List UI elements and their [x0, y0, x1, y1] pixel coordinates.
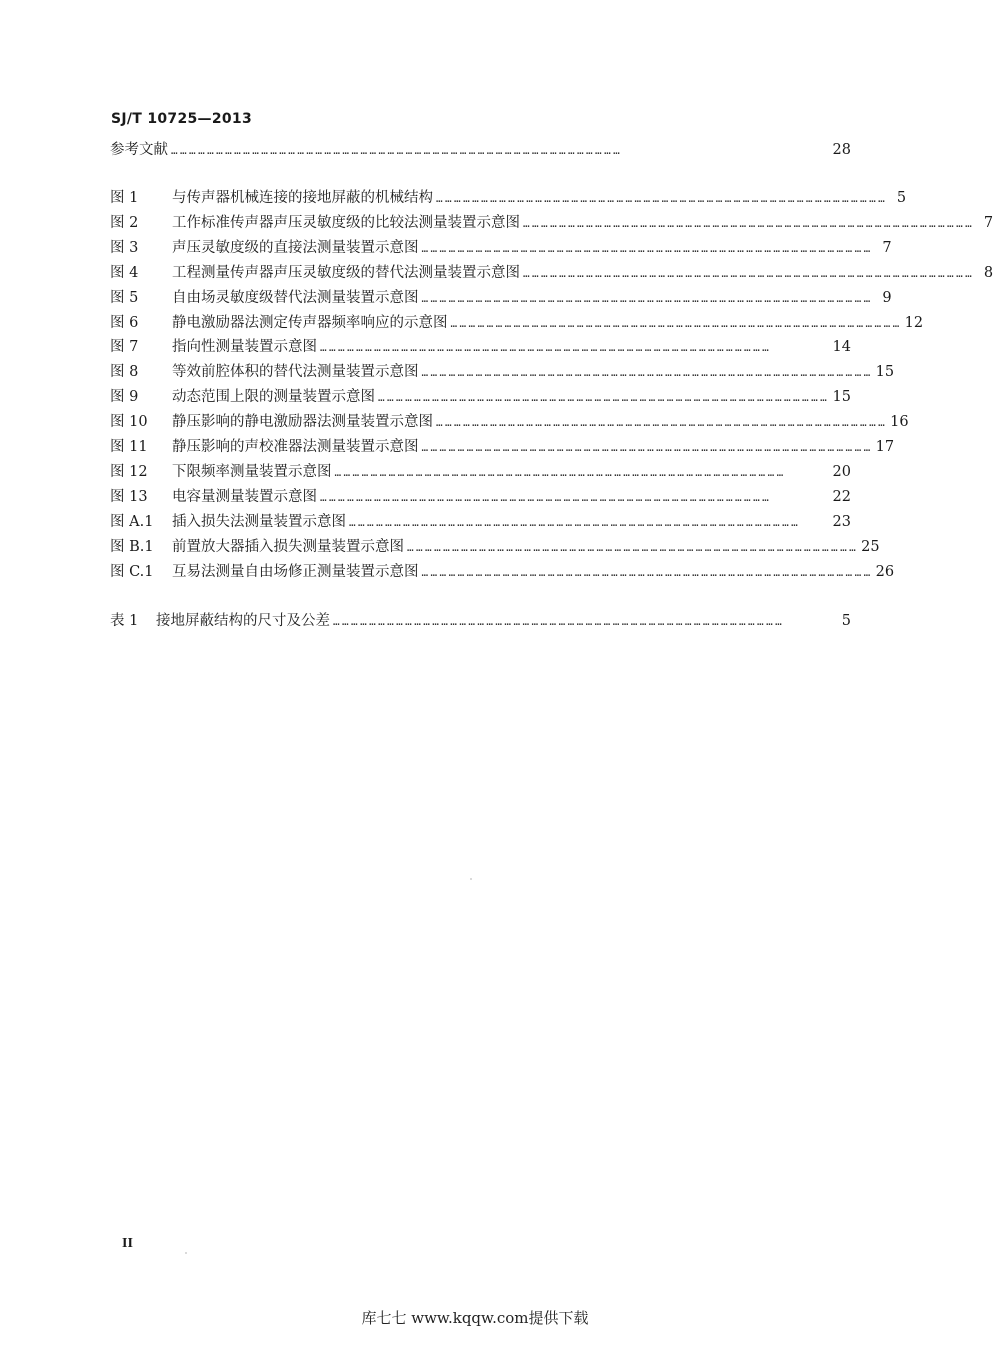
toc-title: 互易法测量自由场修正测量装置示意图 [172, 563, 419, 580]
toc-entry-figure[interactable] [110, 311, 924, 333]
toc-number: 图 10 [110, 414, 148, 431]
toc-leader-dots: …………………………………………………………………………………………………………………………………… [436, 416, 888, 430]
toc-entry-figure[interactable] [110, 286, 892, 308]
toc-entry-figure[interactable] [110, 186, 907, 208]
toc-number: 图 7 [110, 339, 139, 356]
toc-entry-references[interactable] [110, 138, 851, 160]
toc-title: 接地屏蔽结构的尺寸及公差 [156, 613, 330, 629]
toc-number: 图 B.1 [110, 538, 154, 555]
toc-number: 表 1 [110, 613, 139, 629]
toc-title: 电容量测量装置示意图 [172, 488, 317, 505]
toc-leader-dots: …………………………………………………………………………………………………………………………………… [320, 490, 772, 504]
toc-page: 15 [875, 364, 895, 381]
scan-speck [185, 1252, 187, 1254]
toc-entry-figure[interactable] [110, 261, 993, 283]
toc-number: 图 3 [110, 239, 139, 256]
toc-entry-figure[interactable] [110, 360, 895, 382]
toc-page: 5 [896, 190, 907, 206]
toc-entry-figure[interactable] [110, 211, 993, 233]
toc-number: 图 9 [110, 389, 139, 406]
toc-entry-figure[interactable] [110, 435, 895, 457]
toc-page: 12 [904, 314, 924, 331]
toc-leader-dots: …………………………………………………………………………………………………………………………………… [436, 192, 888, 205]
toc-page: 7 [983, 214, 993, 231]
toc-entry-figure[interactable] [110, 535, 880, 557]
toc-number: 图 2 [110, 214, 139, 231]
toc-title: 等效前腔体积的替代法测量装置示意图 [172, 364, 419, 381]
page-number: II [122, 1236, 133, 1251]
toc-page: 8 [983, 264, 993, 281]
toc-number: 图 C.1 [110, 563, 154, 580]
scan-speck [470, 878, 472, 880]
toc-number: 图 6 [110, 314, 139, 331]
toc-page: 17 [875, 439, 895, 455]
toc-title: 静电激励器法测定传声器频率响应的示意图 [172, 314, 448, 331]
toc-page: 26 [875, 563, 895, 580]
toc-leader-dots: …………………………………………………………………………………………………………………………………… [421, 441, 873, 454]
toc-title: 静压影响的声校准器法测量装置示意图 [172, 439, 419, 455]
toc-leader-dots: …………………………………………………………………………………………………………………………………… [378, 391, 830, 405]
toc-leader-dots: …………………………………………………………………………………………………………………………………… [333, 615, 785, 628]
toc-page: 14 [832, 339, 851, 356]
footer-watermark: 库七七 www.kqqw.com提供下载 [361, 1309, 589, 1327]
toc-title: 工作标准传声器声压灵敏度级的比较法测量装置示意图 [172, 214, 520, 231]
toc-leader-dots: …………………………………………………………………………………………………………………………………… [421, 366, 873, 380]
toc-title: 下限频率测量装置示意图 [172, 463, 332, 480]
toc-leader-dots: …………………………………………………………………………………………………………………………………… [320, 341, 772, 355]
toc-number: 图 4 [110, 264, 139, 281]
toc-title: 指向性测量装置示意图 [172, 339, 317, 356]
toc-title: 静压影响的静电激励器法测量装置示意图 [172, 414, 433, 431]
toc-entry-figure[interactable] [110, 410, 909, 432]
toc-entry-figure[interactable] [110, 335, 851, 357]
toc-page: 15 [832, 389, 851, 406]
toc-number: 图 8 [110, 364, 139, 381]
toc-page: 28 [832, 142, 851, 158]
toc-page: 5 [841, 613, 851, 629]
toc-page: 20 [832, 463, 851, 480]
toc-leader-dots: …………………………………………………………………………………………………………………………………… [450, 316, 902, 330]
toc-title: 声压灵敏度级的直接法测量装置示意图 [172, 239, 419, 256]
toc-page: 9 [882, 289, 892, 306]
standard-code: SJ/T 10725—2013 [111, 111, 252, 127]
toc-page: 25 [861, 538, 880, 555]
toc-page: 23 [832, 513, 851, 530]
toc-title: 前置放大器插入损失测量装置示意图 [172, 538, 404, 555]
toc-entry-figure[interactable] [110, 236, 892, 258]
toc-number: 图 1 [110, 190, 139, 206]
toc-title: 参考文献 [110, 142, 168, 158]
toc-number: 图 13 [110, 488, 148, 505]
toc-title: 插入损失法测量装置示意图 [172, 513, 346, 530]
toc-number: 图 11 [110, 439, 148, 455]
toc-entry-figure[interactable] [110, 385, 851, 407]
toc-page: 16 [890, 414, 909, 431]
toc-entry-figure[interactable] [110, 560, 895, 582]
toc-number: 图 12 [110, 463, 148, 480]
toc-leader-dots: …………………………………………………………………………………………………………………………………… [334, 465, 786, 479]
toc-title: 动态范围上限的测量装置示意图 [172, 389, 375, 406]
toc-leader-dots: …………………………………………………………………………………………………………………………………… [407, 540, 859, 554]
toc-leader-dots: …………………………………………………………………………………………………………………………………… [523, 216, 975, 230]
toc-page: 22 [832, 488, 851, 505]
toc-leader-dots: …………………………………………………………………………………………………………………………………… [421, 565, 873, 579]
toc-leader-dots: …………………………………………………………………………………………………………………………………… [523, 266, 975, 280]
toc-entry-figure[interactable] [110, 510, 851, 532]
toc-leader-dots: …………………………………………………………………………………………………………………………………… [421, 291, 873, 305]
toc-leader-dots: …………………………………………………………………………………………………………………………………… [171, 144, 623, 157]
toc-number: 图 5 [110, 289, 139, 306]
toc-title: 工程测量传声器声压灵敏度级的替代法测量装置示意图 [172, 264, 520, 281]
toc-leader-dots: …………………………………………………………………………………………………………………………………… [421, 241, 873, 255]
toc-title: 自由场灵敏度级替代法测量装置示意图 [172, 289, 419, 306]
toc-entry-figure[interactable] [110, 460, 851, 482]
toc-leader-dots: …………………………………………………………………………………………………………………………………… [349, 515, 801, 529]
toc-page: 7 [882, 239, 892, 256]
toc-number: 图 A.1 [110, 513, 154, 530]
toc-title: 与传声器机械连接的接地屏蔽的机械结构 [172, 190, 433, 206]
toc-entry-table[interactable] [110, 609, 851, 631]
toc-entry-figure[interactable] [110, 485, 851, 507]
